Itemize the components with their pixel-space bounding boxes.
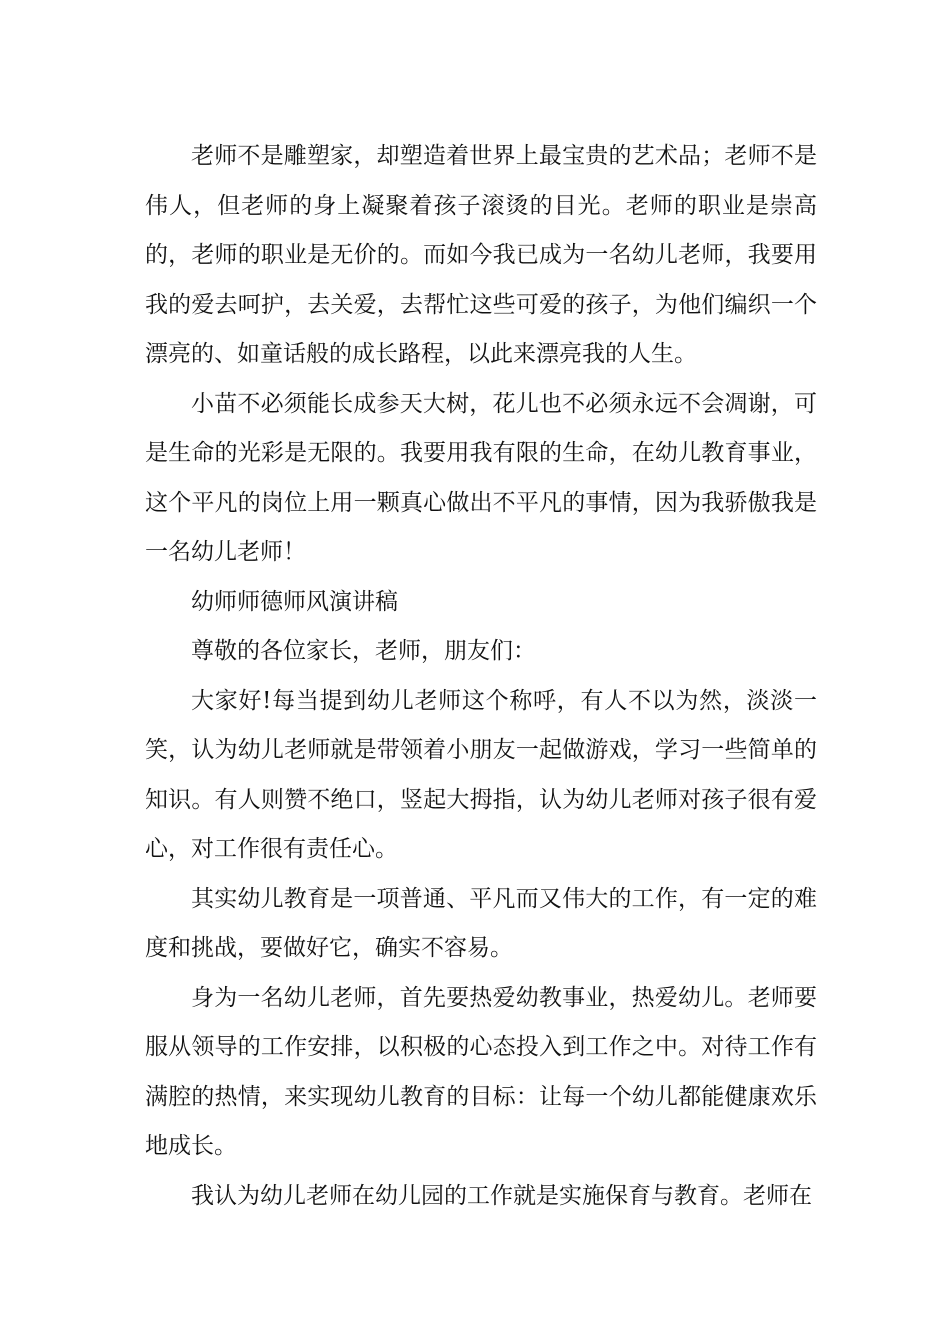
paragraph-1: 老师不是雕塑家，却塑造着世界上最宝贵的艺术品；老师不是伟人，但老师的身上凝聚着孩子滚烫的目光。老师的职业是崇高的，老师的职业是无价的。而如今我已成为一名幼儿老师，我要用我的爱去呵护，去关爱，去帮忙这些可爱的孩子，为他们编织一个漂亮的、如童话般的成长路程，以此来漂亮我的人生。 [145, 143, 817, 367]
section-heading: 幼师师德师风演讲稿 [191, 588, 398, 615]
paragraph-5: 身为一名幼儿老师，首先要热爱幼教事业，热爱幼儿。老师要服从领导的工作安排，以积极的心态投入到工作之中。对待工作有满腔的热情，来实现幼儿教育的目标：让每一个幼儿都能健康欢乐地成长。 [145, 984, 817, 1159]
paragraph-4: 其实幼儿教育是一项普通、平凡而又伟大的工作，有一定的难度和挑战，要做好它，确实不容易。 [145, 885, 817, 961]
salutation: 尊敬的各位家长，老师，朋友们： [191, 638, 536, 664]
paragraph-6: 我认为幼儿老师在幼儿园的工作就是实施保育与教育。老师在 [191, 1182, 812, 1209]
paragraph-3: 大家好!每当提到幼儿老师这个称呼，有人不以为然，淡淡一笑，认为幼儿老师就是带领着小朋友一起做游戏，学习一些简单的知识。有人则赞不绝口，竖起大拇指，认为幼儿老师对孩子很有爱心，对工作很有责任心。 [145, 687, 817, 862]
paragraph-2: 小苗不必须能长成参天大树，花儿也不必须永远不会凋谢，可是生命的光彩是无限的。我要用我有限的生命，在幼儿教育事业，这个平凡的岗位上用一颗真心做出不平凡的事情，因为我骄傲我是一名幼儿老师！ [145, 390, 817, 565]
document-body [145, 132, 817, 1221]
